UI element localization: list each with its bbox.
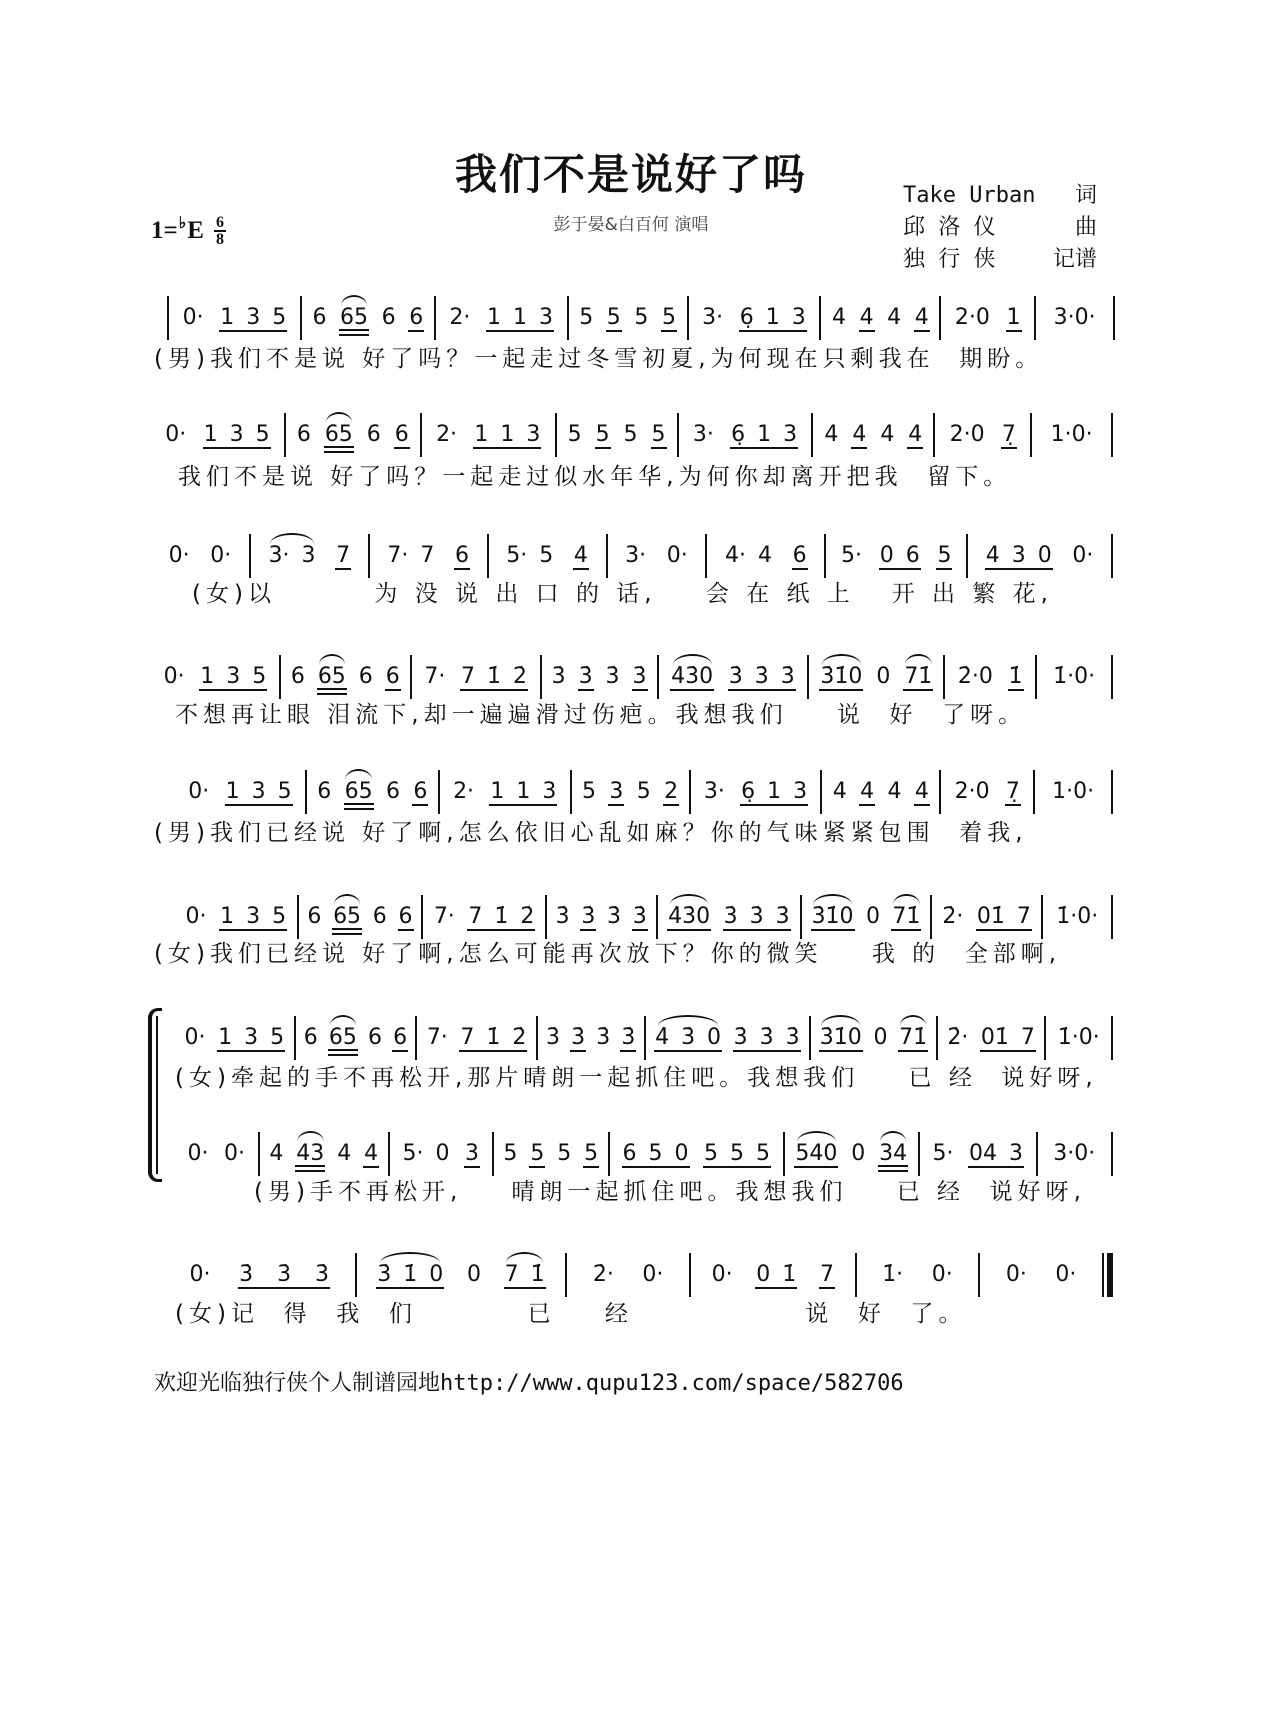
measure — [822, 770, 941, 814]
credit-role: 记谱 — [1052, 247, 1097, 272]
note-group: 2·0 — [949, 422, 985, 447]
note-group: 65 — [344, 779, 373, 804]
note-group: 0· — [187, 1141, 209, 1166]
note-group: 65 — [333, 904, 362, 929]
note-group: 6 — [312, 305, 327, 330]
measure — [307, 770, 440, 814]
lyrics-line: (男)手不再松开, 晴朗一起抓住吧。我想我们 已 经 说好呀, — [254, 1179, 1086, 1205]
note-group: 0· — [931, 1262, 953, 1287]
lyrics-line: (女)牵起的手不再松开,那片晴朗一起抓住吧。我想我们 已 经 说好呀, — [175, 1065, 1098, 1091]
note-group: 2· — [453, 779, 475, 804]
measure — [1035, 770, 1113, 814]
note-group: 4 — [859, 305, 874, 330]
note-group: 4· 4 — [725, 543, 773, 568]
note-group: 4 — [269, 1141, 284, 1166]
lyrics-line: 不想再让眼 泪流下,却一遍遍滑过伤疤。我想我们 说 好 了呀。 — [175, 702, 1027, 728]
note-group: 3̇ 3̇ 3̇ — [728, 664, 795, 689]
lyrics-line: 我们不是说 好了吗？一起走过似水年华,为何你却离开把我 留下。 — [178, 464, 1012, 490]
measure — [572, 770, 691, 814]
note-group: 5 — [595, 422, 610, 447]
credit-composer — [903, 213, 1097, 245]
note-group: 2·0 — [954, 305, 990, 330]
measure — [164, 1253, 357, 1297]
duet-bracket — [146, 1008, 162, 1182]
note-group: 3̇ — [546, 1025, 561, 1050]
note-group: 34 — [879, 1141, 908, 1166]
note-group: 5 — [530, 1141, 545, 1166]
final-barline — [1104, 1253, 1113, 1297]
score-row — [151, 413, 1113, 457]
score-row — [167, 296, 1115, 340]
note-group: 0 — [873, 1025, 888, 1050]
note-group: 6 — [386, 779, 400, 804]
measure — [538, 1016, 646, 1060]
note-group: 3̇ 3̇ 3̇ — [723, 904, 790, 929]
note-group: 3̇ — [571, 1025, 586, 1050]
note-group: 7· — [424, 664, 446, 689]
note-group: 5 — [579, 305, 594, 330]
note-group: 6̣ 1 3 — [739, 305, 806, 330]
note-group: 4̇ 3̇ 0 — [655, 1025, 722, 1050]
note-group: 6 — [317, 779, 332, 804]
note-group: 1 1 3 — [487, 305, 553, 330]
measure — [251, 534, 370, 578]
note-group: 5· 5 — [506, 543, 554, 568]
note-group: 4 — [852, 422, 867, 447]
measure — [658, 895, 803, 939]
note-group: 7̣ — [1001, 422, 1016, 447]
note-group: 5· 0 — [402, 1141, 450, 1166]
note-group: 7 1̇ 2̇ — [461, 664, 527, 689]
measure — [1043, 895, 1113, 939]
measure — [935, 413, 1032, 457]
note-group: 1 1 3 — [474, 422, 541, 447]
note-group: 4 — [880, 422, 895, 447]
note-group: 6 — [290, 664, 305, 689]
note-group: 3̇ — [607, 904, 622, 929]
note-group: 5 — [606, 305, 621, 330]
note-group: 6 — [413, 779, 428, 804]
measure — [557, 413, 679, 457]
note-group: 4 — [573, 543, 588, 568]
measure — [941, 770, 1035, 814]
note-group: 6̣ 1 3 — [741, 779, 808, 804]
time-signature — [214, 215, 226, 247]
score-row — [164, 1253, 1113, 1297]
note-group: 01̇ 7 — [976, 904, 1031, 929]
note-group: 6 — [307, 904, 322, 929]
measure — [423, 895, 547, 939]
note-group: 5 — [636, 779, 651, 804]
note-group: 1 3 5 — [203, 422, 270, 447]
note-group: 0· — [642, 1262, 664, 1287]
note-group: 6 — [398, 904, 413, 929]
measure — [920, 1132, 1038, 1176]
measure — [813, 413, 935, 457]
note-group: 6 — [455, 543, 469, 568]
measure — [1036, 296, 1115, 340]
note-group: 1̇ — [1008, 664, 1023, 689]
measure — [1037, 655, 1113, 699]
note-group: 1̇·0· — [1056, 904, 1099, 929]
measure — [422, 413, 557, 457]
note-group: 7· — [433, 904, 455, 929]
note-group: 3 — [609, 779, 624, 804]
measure — [547, 895, 658, 939]
note-group: 65 — [340, 305, 369, 330]
note-group: 3· 3 — [268, 543, 316, 568]
measure — [811, 1016, 938, 1060]
note-group: 4 — [914, 779, 929, 804]
note-group: 6 — [366, 422, 381, 447]
credit-role: 词 — [1074, 183, 1097, 208]
note-group: 4 — [337, 1141, 352, 1166]
note-group: 6 — [303, 1025, 318, 1050]
note-group: 4 3 0 — [985, 543, 1052, 568]
note-group: 65 — [324, 422, 353, 447]
measure — [857, 1253, 981, 1297]
note-group: 6 — [409, 305, 424, 330]
score-row — [175, 770, 1113, 814]
measure — [1032, 413, 1113, 457]
credit-role: 曲 — [1074, 215, 1097, 240]
measure — [412, 655, 542, 699]
measure — [436, 296, 569, 340]
note-group: 3̇ — [555, 904, 570, 929]
measure — [980, 1253, 1104, 1297]
measure — [826, 534, 968, 578]
note-group: 71̇ — [892, 904, 921, 929]
note-group: 5 — [503, 1141, 518, 1166]
note-group: 0 — [876, 664, 891, 689]
credit-name: Take Urban — [903, 183, 1036, 208]
note-group: 7̣ — [1005, 779, 1020, 804]
note-group: 3· — [702, 305, 724, 330]
note-group: 1·0· — [1050, 422, 1093, 447]
note-group: 1 1 3 — [490, 779, 557, 804]
measure — [151, 534, 251, 578]
note-group: 7 1̇ 2̇ — [468, 904, 535, 929]
score-row — [151, 655, 1113, 699]
footer-text: 欢迎光临独行侠个人制谱园地http://www.qupu123.com/space/582706 — [154, 1371, 904, 1396]
measure — [707, 534, 826, 578]
lyrics-line: (女)以 为 没 说 出 口 的 话, 会 在 纸 上 开 出 繁 花, — [192, 581, 1053, 607]
note-group: 4̇3̇0 — [671, 664, 714, 689]
measure — [175, 1016, 296, 1060]
note-group: 5 — [567, 422, 582, 447]
measure — [302, 296, 436, 340]
note-group: 3̇1̇0 — [820, 664, 863, 689]
note-group: 4 — [824, 422, 839, 447]
note-group: 1̇·0· — [1053, 664, 1096, 689]
measure — [610, 1132, 784, 1176]
note-group: 2̇· — [947, 1025, 969, 1050]
measure — [785, 1132, 921, 1176]
measure — [296, 1016, 418, 1060]
measure — [489, 534, 608, 578]
note-group: 5 — [582, 779, 597, 804]
note-group: 4̇3̇0 — [668, 904, 711, 929]
note-group: 0 6 — [879, 543, 920, 568]
measure — [569, 296, 689, 340]
score-row — [175, 895, 1113, 939]
note-group: 0 — [865, 904, 880, 929]
measure — [802, 895, 932, 939]
credit-name: 邱 洛 仪 — [903, 215, 996, 240]
note-group: 1 3 5 — [225, 779, 292, 804]
note-group: 0· — [711, 1262, 733, 1287]
time-signature-bottom: 8 — [215, 231, 224, 248]
measure — [357, 1253, 568, 1297]
note-group: 4 — [832, 779, 847, 804]
note-group: 7 — [819, 1262, 834, 1287]
note-group: 5 — [634, 305, 649, 330]
note-group: 3·0· — [1053, 1141, 1096, 1166]
note-group: 5· — [932, 1141, 954, 1166]
note-group: 43 — [296, 1141, 325, 1166]
note-group: 4 — [887, 305, 902, 330]
lyrics-line: (女)记 得 我 们 已 经 说 好 了。 — [175, 1301, 967, 1327]
note-group: 0· — [189, 1262, 211, 1287]
measure — [175, 770, 307, 814]
measure — [691, 770, 823, 814]
note-group: 1 — [1006, 305, 1021, 330]
time-signature-top: 6 — [215, 214, 224, 231]
note-group: 1 3 5 — [220, 904, 287, 929]
note-group: 4 — [887, 779, 902, 804]
note-group: 0· — [188, 779, 210, 804]
note-group: 2·0 — [954, 779, 990, 804]
note-group: 3̇ — [596, 1025, 611, 1050]
measure — [945, 655, 1037, 699]
measure — [679, 413, 814, 457]
note-group: 5· — [841, 543, 862, 568]
note-group: 4 — [831, 305, 846, 330]
note-group: 2̇· — [942, 904, 964, 929]
note-group: 7 1̇ — [504, 1262, 545, 1287]
note-group: 4 — [914, 305, 929, 330]
note-group: 0· — [165, 422, 187, 447]
note-group: 2̇· — [592, 1262, 614, 1287]
credit-name: 独 行 侠 — [903, 247, 996, 272]
note-group: 0· — [224, 1141, 245, 1166]
measure — [567, 1253, 691, 1297]
measure — [1038, 1132, 1114, 1176]
measure — [175, 895, 299, 939]
measure — [542, 655, 659, 699]
note-group: 6 — [368, 1025, 382, 1050]
note-group: 2· — [449, 305, 471, 330]
measure — [941, 296, 1036, 340]
note-group: 3̇ — [632, 664, 647, 689]
note-group: 3̇ — [578, 664, 593, 689]
note-group: 04 3 — [969, 1141, 1024, 1166]
note-group: 0· — [1072, 543, 1094, 568]
note-group: 6 5 0 — [622, 1141, 689, 1166]
measure — [968, 534, 1113, 578]
note-group: 5 — [557, 1141, 572, 1166]
measure — [646, 1016, 812, 1060]
note-group: 6 — [372, 904, 387, 929]
measure — [440, 770, 572, 814]
key-prefix: 1= — [151, 217, 178, 244]
note-group: 65 — [328, 1025, 357, 1050]
note-group: 0· — [184, 1025, 206, 1050]
note-group: 0· — [182, 305, 204, 330]
measure — [169, 296, 302, 340]
credit-lyricist — [903, 181, 1097, 213]
note-group: 2̇·0 — [957, 664, 993, 689]
note-group: 0· — [168, 543, 190, 568]
note-group: 6 — [296, 422, 311, 447]
lyrics-line: (女)我们已经说 好了啊,怎么可能再次放下？你的微笑 我 的 全部啊, — [154, 941, 1062, 967]
measure — [151, 655, 281, 699]
key-note: E — [187, 217, 204, 244]
note-group: 7 1̇ 2̇ — [460, 1025, 527, 1050]
note-group: 5 — [661, 305, 676, 330]
measure — [151, 413, 286, 457]
measure — [821, 296, 941, 340]
note-group: 3̇ — [605, 664, 620, 689]
performers: 彭于晏&白百何 演唱 — [553, 215, 709, 235]
measure — [938, 1016, 1047, 1060]
note-group: 1̇·0· — [1057, 1025, 1100, 1050]
note-group: 3̇ 1̇ 0 — [377, 1262, 444, 1287]
measure — [175, 1132, 260, 1176]
note-group: 3̇ 3̇ 3̇ — [733, 1025, 800, 1050]
note-group: 3·0· — [1053, 305, 1096, 330]
note-group: 0 — [466, 1262, 481, 1287]
note-group: 0· — [1055, 1262, 1077, 1287]
note-group: 71̇ — [899, 1025, 928, 1050]
note-group: 6 — [381, 305, 396, 330]
measure — [417, 1016, 538, 1060]
note-group: 0· — [185, 904, 207, 929]
note-group: 71̇ — [904, 664, 933, 689]
score-row — [175, 1132, 1113, 1176]
flat-sign: ♭ — [178, 215, 187, 232]
measure — [932, 895, 1044, 939]
note-group: 3̇ 3̇ 3̇ — [239, 1262, 330, 1287]
measure — [299, 895, 424, 939]
song-title: 我们不是说好了吗 — [454, 150, 807, 199]
note-group: 3̇ — [581, 904, 596, 929]
note-group: 3̇ — [551, 664, 566, 689]
note-group: 1̇· — [882, 1262, 904, 1287]
key-signature — [151, 214, 226, 248]
note-group: 6 — [394, 422, 409, 447]
note-group: 0· — [210, 543, 232, 568]
note-group: 0 1̇ — [756, 1262, 797, 1287]
note-group: 5 — [651, 422, 666, 447]
note-group: 3̇1̇0 — [811, 904, 854, 929]
note-group: 6 — [385, 664, 400, 689]
note-group: 0· — [1005, 1262, 1027, 1287]
note-group: 5 5 5 — [704, 1141, 771, 1166]
note-group: 6̣ 1 3 — [731, 422, 798, 447]
note-group: 01̇ 7 — [980, 1025, 1035, 1050]
measure — [494, 1132, 611, 1176]
note-group: 5 — [623, 422, 638, 447]
measure — [689, 296, 822, 340]
measure — [691, 1253, 857, 1297]
measure — [286, 413, 422, 457]
note-group: 3̇ — [632, 904, 647, 929]
note-group: 6 — [393, 1025, 408, 1050]
score-row — [151, 534, 1113, 578]
measure — [281, 655, 412, 699]
note-group: 65 — [317, 664, 346, 689]
note-group: 1 3 5 — [218, 1025, 285, 1050]
score-row — [175, 1016, 1113, 1060]
measure — [260, 1132, 391, 1176]
note-group: 4 — [860, 779, 875, 804]
note-group: 1·0· — [1052, 779, 1095, 804]
note-group: 3· — [692, 422, 714, 447]
credit-transcriber — [903, 245, 1097, 277]
note-group: 0· — [666, 543, 688, 568]
lyrics-line: (男)我们已经说 好了啊,怎么依旧心乱如麻？你的气味紧紧包围 着我, — [154, 820, 1028, 846]
measure — [659, 655, 810, 699]
note-group: 3· — [703, 779, 725, 804]
note-group: 7· — [426, 1025, 448, 1050]
note-group: 2· — [436, 422, 458, 447]
note-group: 1 3 5 — [220, 305, 287, 330]
note-group: 5 — [584, 1141, 599, 1166]
credits — [903, 181, 1097, 277]
note-group: 6 — [792, 543, 807, 568]
measure — [390, 1132, 494, 1176]
measure — [1046, 1016, 1113, 1060]
note-group: 4 — [908, 422, 923, 447]
note-group: 3̇1̇0 — [819, 1025, 862, 1050]
note-group: 2 — [664, 779, 679, 804]
note-group: 5 — [937, 543, 952, 568]
note-group: 6 — [358, 664, 373, 689]
measure — [809, 655, 945, 699]
note-group: 540 — [795, 1141, 838, 1166]
note-group: 0 — [851, 1141, 866, 1166]
note-group: 0· — [163, 664, 185, 689]
measure — [608, 534, 708, 578]
note-group: 7· 7 — [387, 543, 435, 568]
note-group: 4 — [364, 1141, 379, 1166]
note-group: 7 — [336, 543, 351, 568]
note-group: 3̇ — [621, 1025, 636, 1050]
lyrics-line: (男)我们不是说 好了吗？一起走过冬雪初夏,为何现在只剩我在 期盼。 — [154, 346, 1044, 372]
note-group: 1 3 5 — [200, 664, 267, 689]
measure — [370, 534, 489, 578]
note-group: 3· — [625, 543, 647, 568]
note-group: 3 — [465, 1141, 480, 1166]
